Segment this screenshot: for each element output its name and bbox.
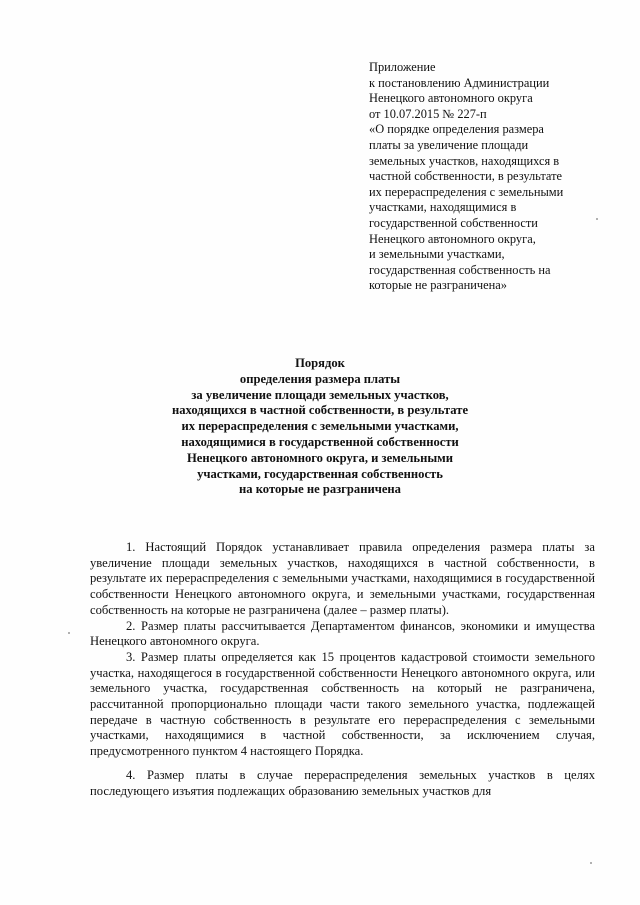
appendix-line: государственная собственность на — [369, 262, 551, 277]
appendix-line: частной собственности, в результате — [369, 169, 562, 184]
paragraph-4: 4. Размер платы в случае перераспределения земельных участков в целях последующего изъятия подлежащих образованию земельных участков для — [90, 767, 595, 798]
title-line: их перераспределения с земельными участками, — [181, 419, 459, 434]
appendix-line: их перераспределения с земельными — [369, 184, 564, 199]
scan-speck — [596, 218, 598, 220]
scan-speck — [68, 632, 70, 634]
appendix-line: от 10.07.2015 № 227-п — [369, 106, 487, 121]
title-line: находящимися в государственной собственности — [181, 434, 459, 449]
appendix-line: к постановлению Администрации — [369, 75, 550, 90]
appendix-line: «О порядке определения размера — [369, 122, 544, 137]
appendix-line: платы за увеличение площади — [369, 137, 529, 152]
appendix-line: Ненецкого автономного округа, — [369, 231, 536, 246]
title-line: Порядок — [295, 356, 345, 370]
document-title — [120, 356, 520, 498]
title-line: находящихся в частной собственности, в результате — [171, 403, 469, 418]
title-line: участками, государственная собственность — [197, 466, 443, 481]
appendix-line: Ненецкого автономного округа — [369, 91, 533, 106]
appendix-line: и земельными участками, — [369, 247, 505, 262]
title-line: за увеличение площади земельных участков, — [191, 387, 449, 402]
appendix-line: участками, находящимися в — [369, 200, 517, 215]
appendix-line: земельных участков, находящихся в — [369, 153, 560, 168]
appendix-line: которые не разграничена» — [369, 278, 507, 293]
title-line: Ненецкого автономного округа, и земельными — [187, 450, 453, 465]
paragraph-1: 1. Настоящий Порядок устанавливает правила определения размера платы за увеличение площади земельных участков, находящихся в частной собственности, в результате их перераспределения с земельными участками, находящимися в государственной собственности Ненецкого автономного округа, и земельными участками, государственная собственность на которые не разграничена (далее – размер платы). — [90, 540, 595, 617]
scan-speck — [590, 862, 592, 864]
title-line: на которые не разграничена — [239, 482, 401, 497]
appendix-line: государственной собственности — [369, 215, 538, 230]
paragraph-2: 2. Размер платы рассчитывается Департаментом финансов, экономики и имущества Ненецкого автономного округа. — [90, 618, 595, 649]
title-line: определения размера платы — [239, 371, 401, 386]
appendix-line: Приложение — [369, 60, 436, 74]
document-body — [90, 540, 595, 799]
paragraph-3: 3. Размер платы определяется как 15 процентов кадастровой стоимости земельного участка, находящегося в государственной собственности Ненецкого автономного округа, или земельного участка, государственная собственность на который не разграничена, рассчитанной пропорционально площади части такого земельного участка, подлежащей передаче в частную собственность в результате его перераспределения с земельными участками, находящимися в частной собственности, за исключением случая, предусмотренного пунктом 4 настоящего Порядка. — [90, 649, 595, 759]
appendix-block — [369, 60, 609, 294]
